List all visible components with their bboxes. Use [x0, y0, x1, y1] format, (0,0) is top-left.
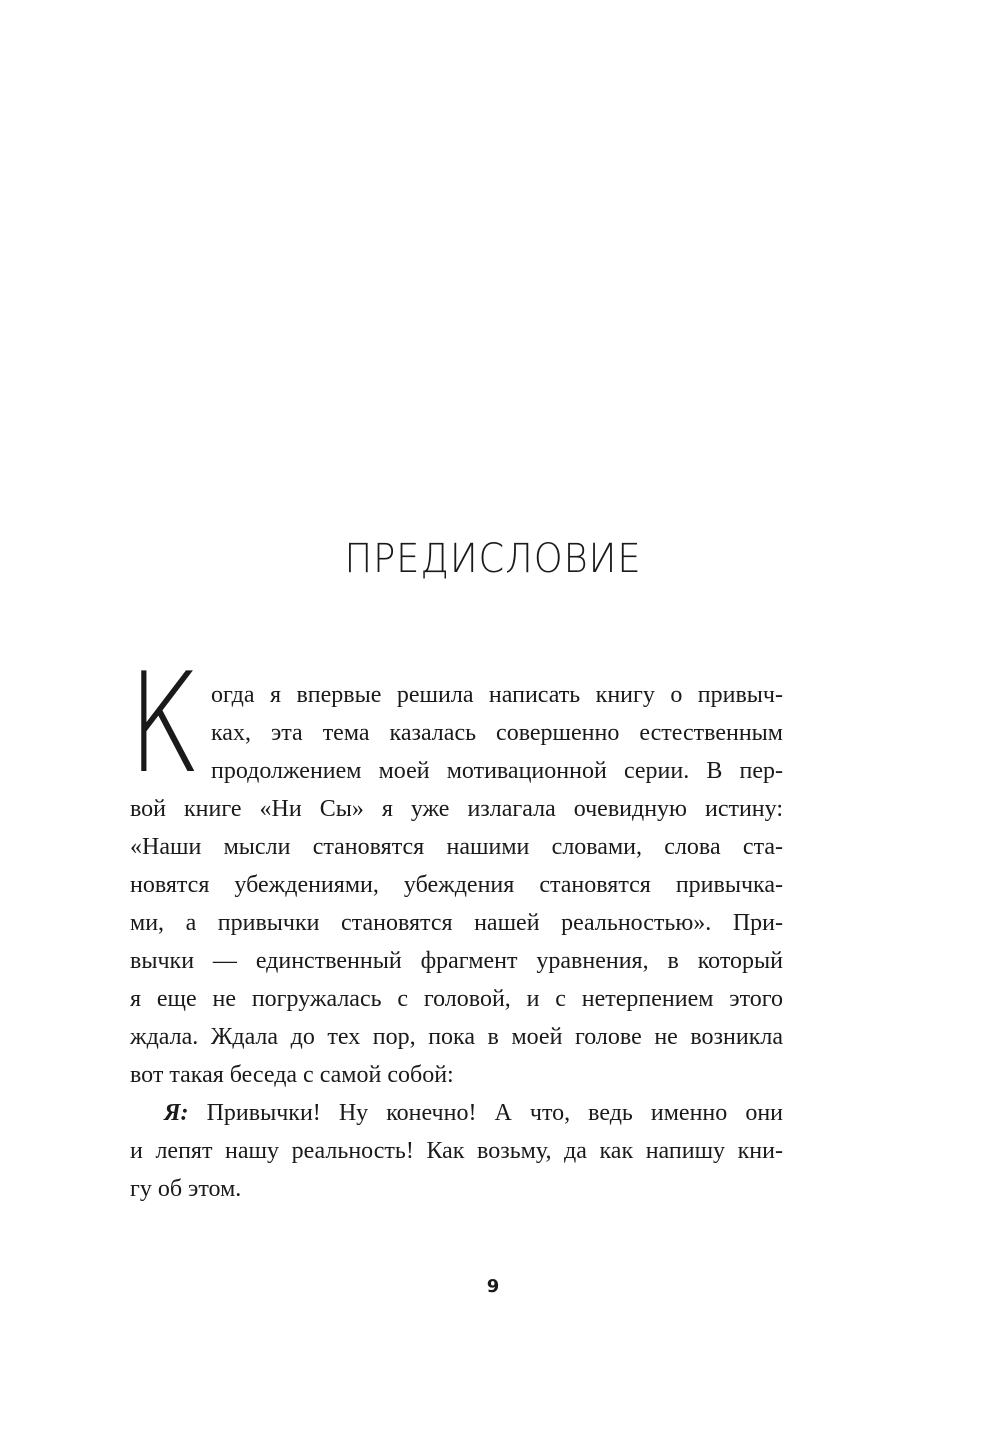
text-line: вот такая беседа с самой собой:	[130, 1062, 454, 1088]
drop-cap-letter: К	[128, 643, 201, 804]
chapter-title: ПРЕДИСЛОВИЕ	[344, 536, 642, 582]
text-line: новятся убеждениями, убеждения становятся привычка-	[130, 872, 783, 898]
text-line: ках, эта тема казалась совершенно естественным	[211, 720, 783, 746]
speaker-label: Я:	[164, 1100, 189, 1126]
text-line: вычки — единственный фрагмент уравнения, в который	[130, 948, 783, 974]
dialogue-line	[130, 1094, 783, 1132]
text-line: вой книге «Ни Сы» я уже излагала очевидную истину:	[130, 796, 783, 822]
text-line: ми, а привычки становятся нашей реальностью». При-	[130, 910, 783, 936]
text-line: я еще не погружалась с головой, и с нетерпением этого	[130, 986, 783, 1012]
paragraph-intro-indented	[211, 676, 783, 790]
text-line: и лепят нашу реальность! Как возьму, да как напишу кни-	[130, 1138, 783, 1164]
text-line: огда я впервые решила написать книгу о привыч-	[211, 682, 783, 708]
text-line: гу об этом.	[130, 1176, 242, 1202]
text-line: «Наши мысли становятся нашими словами, слова ста-	[130, 834, 783, 860]
dialogue-text: Привычки! Ну конечно! А что, ведь именно они	[188, 1100, 783, 1126]
page-number: 9	[486, 1276, 500, 1297]
text-line: ждала. Ждала до тех пор, пока в моей голове не возникла	[130, 1024, 783, 1050]
paragraph-body	[130, 790, 783, 1208]
text-line: продолжением моей мотивационной серии. В пер-	[211, 758, 783, 784]
